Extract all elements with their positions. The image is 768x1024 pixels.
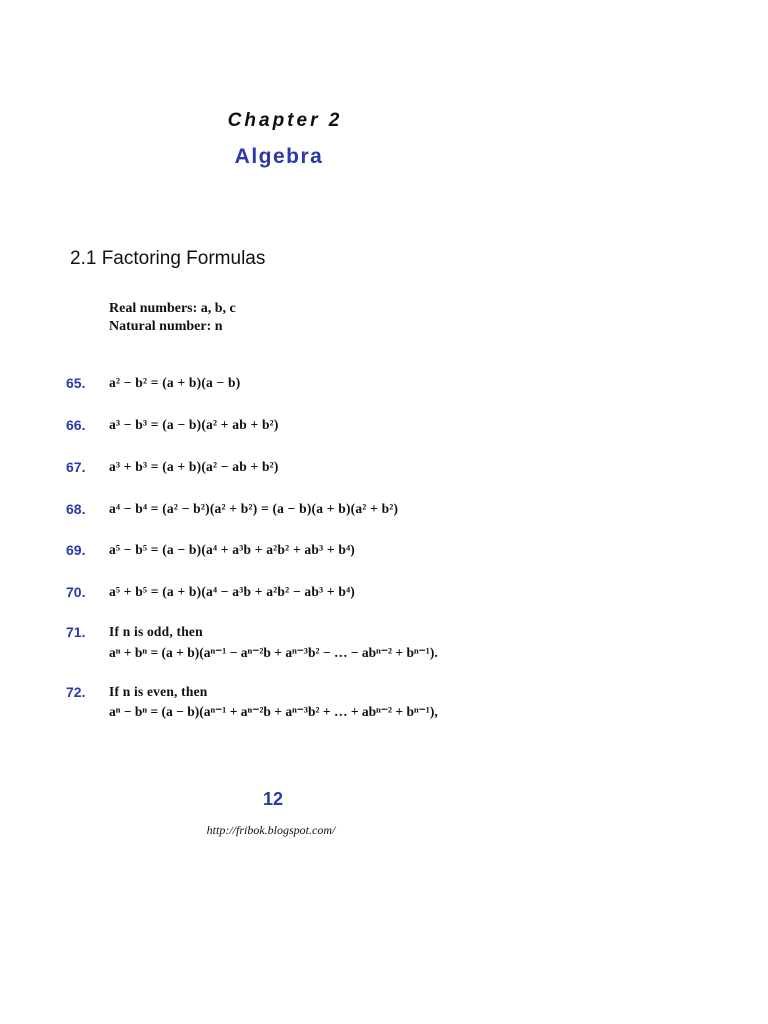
chapter-title: Algebra: [234, 145, 324, 168]
formula-69: a⁵ − b⁵ = (a − b)(a⁴ + a³b + a²b² + ab³ + b⁴): [109, 542, 356, 557]
formula-67: a³ + b³ = (a + b)(a² − ab + b²): [109, 459, 279, 474]
variable-definitions: [109, 300, 236, 336]
formula-72-condition: If n is even, then: [109, 684, 208, 699]
formula-number: 70.: [66, 584, 86, 600]
footer-url: http://fribok.blogspot.com/: [206, 823, 336, 837]
chapter-heading: Chapter 2: [227, 110, 343, 131]
page-number: 12: [262, 789, 284, 809]
formula-number: 68.: [66, 501, 86, 517]
formula-number: 69.: [66, 542, 86, 558]
formula-68: a⁴ − b⁴ = (a² − b²)(a² + b²) = (a − b)(a + b)(a² + b²): [109, 501, 399, 516]
variables-real: Real numbers: a, b, c: [109, 301, 236, 316]
formula-71: aⁿ + bⁿ = (a + b)(aⁿ⁻¹ − aⁿ⁻²b + aⁿ⁻³b² − … − abⁿ⁻² + bⁿ⁻¹).: [109, 645, 438, 660]
formula-number: 66.: [66, 417, 86, 433]
formula-number: 67.: [66, 459, 86, 475]
variables-natural: Natural number: n: [109, 319, 223, 334]
section-heading: 2.1 Factoring Formulas: [70, 248, 266, 269]
formula-number: 65.: [66, 375, 86, 391]
formula-70: a⁵ + b⁵ = (a + b)(a⁴ − a³b + a²b² − ab³ + b⁴): [109, 584, 356, 599]
formula-66: a³ − b³ = (a − b)(a² + ab + b²): [109, 417, 279, 432]
formula-72: aⁿ − bⁿ = (a − b)(aⁿ⁻¹ + aⁿ⁻²b + aⁿ⁻³b² + … + abⁿ⁻² + bⁿ⁻¹),: [109, 704, 438, 719]
formula-number: 72.: [66, 684, 86, 700]
formula-number: 71.: [66, 624, 86, 640]
formula-71-condition: If n is odd, then: [109, 624, 203, 639]
formula-65: a² − b² = (a + b)(a − b): [109, 375, 241, 390]
